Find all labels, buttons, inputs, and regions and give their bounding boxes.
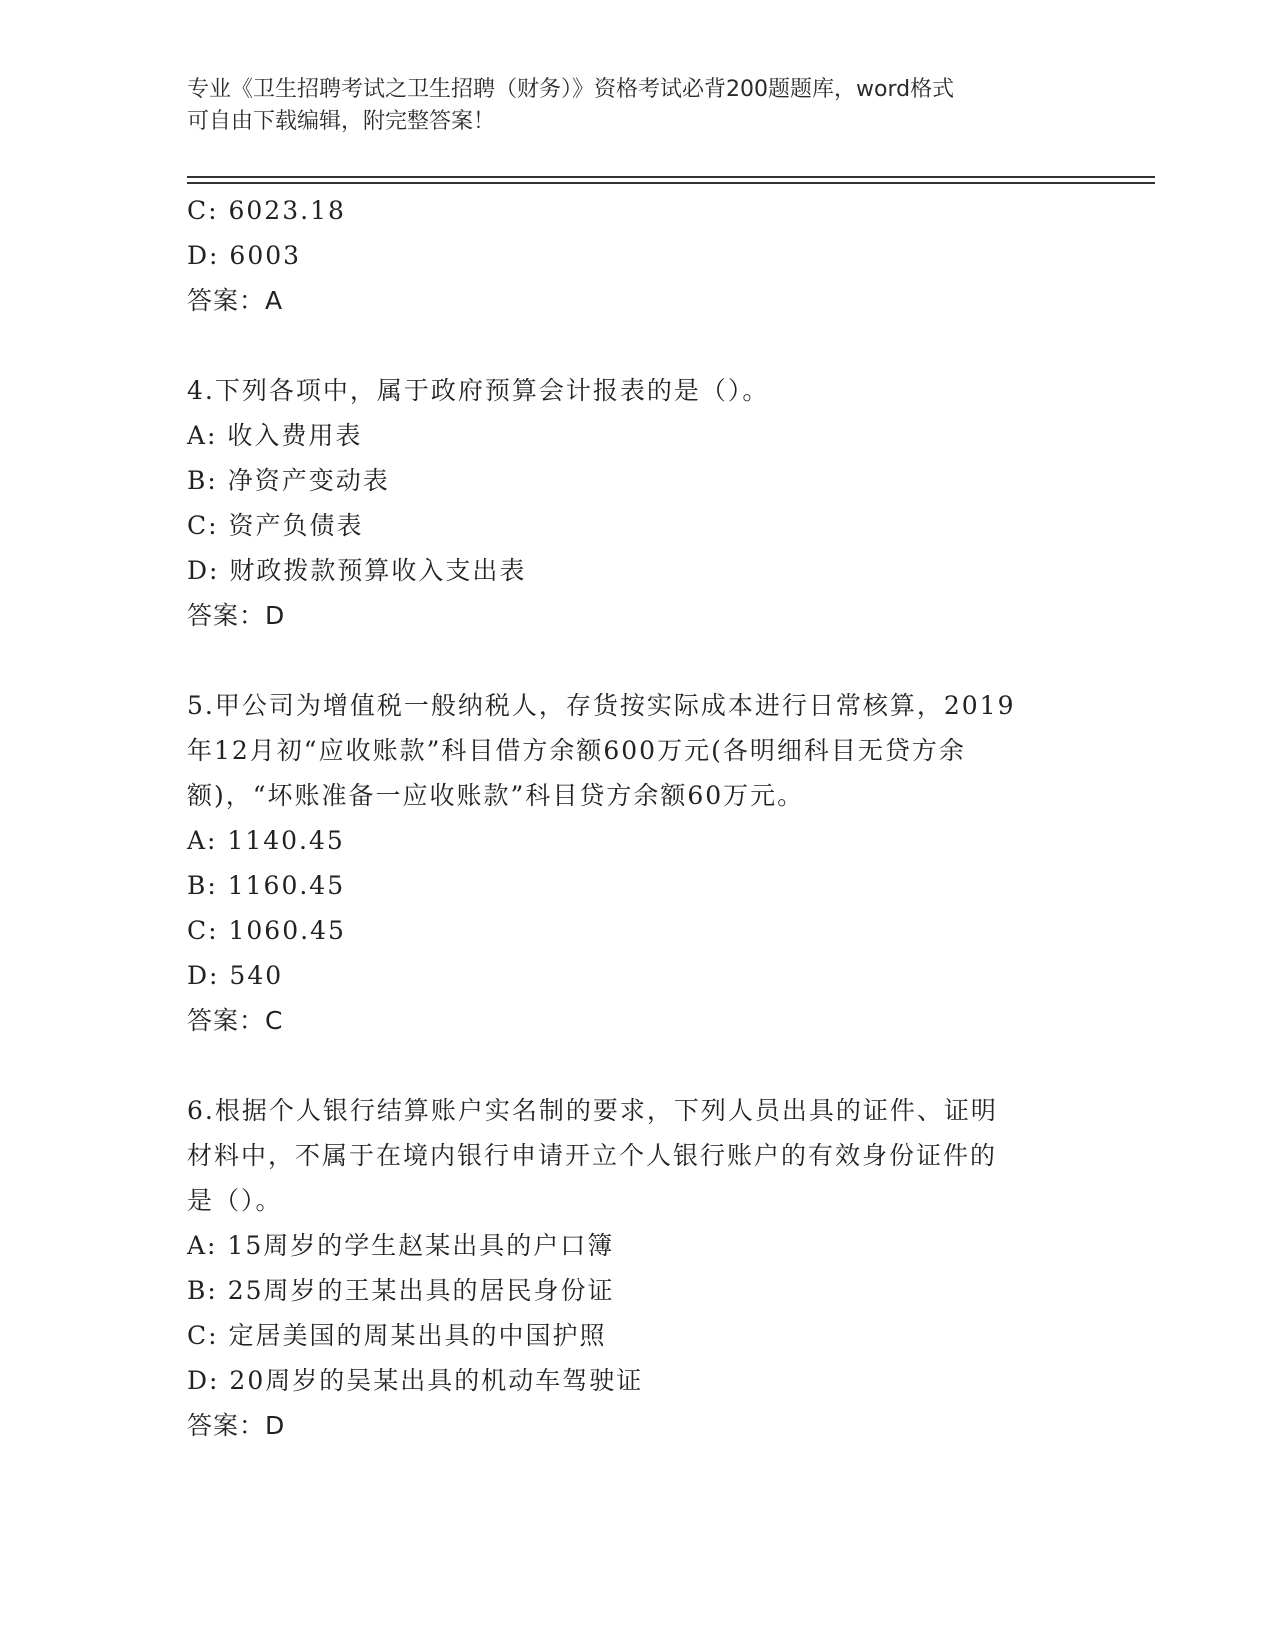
question-4 [187, 368, 1087, 638]
spacer [187, 1043, 1087, 1088]
option-d: D: 20周岁的吴某出具的机动车驾驶证 [187, 1366, 644, 1395]
option-b: B: 净资产变动表 [187, 466, 390, 495]
spacer [187, 638, 1087, 683]
question-stem-line-3: 是（）。 [187, 1186, 283, 1215]
document-header [187, 74, 1067, 138]
question-stem-line-1: 5.甲公司为增值税一般纳税人，存货按实际成本进行日常核算，2019 [187, 691, 1016, 720]
spacer [187, 323, 1087, 368]
option-c: C: 定居美国的周某出具的中国护照 [187, 1321, 607, 1350]
question-list [187, 188, 1087, 1448]
option-b: B: 25周岁的王某出具的居民身份证 [187, 1276, 615, 1305]
question-stem-line-2: 年12月初“应收账款”科目借方余额600万元(各明细科目无贷方余 [187, 736, 966, 765]
answer: 答案：A [187, 286, 284, 315]
option-d: D: 财政拨款预算收入支出表 [187, 556, 527, 585]
question-stem-line-2: 材料中，不属于在境内银行申请开立个人银行账户的有效身份证件的 [187, 1141, 998, 1170]
question-6 [187, 1088, 1087, 1448]
answer: 答案：D [187, 601, 286, 630]
question-stem-line-1: 6.根据个人银行结算账户实名制的要求，下列人员出具的证件、证明 [187, 1096, 998, 1125]
header-divider-bottom [187, 182, 1155, 184]
option-b: B: 1160.45 [187, 871, 346, 900]
option-a: A: 收入费用表 [187, 421, 363, 450]
question-stem-line-3: 额)，“坏账准备一应收账款”科目贷方余额60万元。 [187, 781, 805, 810]
question-3 [187, 188, 1087, 323]
header-title-line-2: 可自由下载编辑，附完整答案！ [187, 109, 496, 134]
header-title-line-1: 专业《卫生招聘考试之卫生招聘（财务）》资格考试必背200题题库，word格式 [187, 77, 955, 102]
option-a: A: 1140.45 [187, 826, 345, 855]
option-c: C: 资产负债表 [187, 511, 364, 540]
option-c: C: 1060.45 [187, 916, 346, 945]
question-stem: 4.下列各项中，属于政府预算会计报表的是（）。 [187, 376, 770, 405]
answer: 答案：C [187, 1006, 284, 1035]
option-d: D: 540 [187, 961, 284, 990]
header-divider-top [187, 176, 1155, 178]
option-d: D: 6003 [187, 241, 302, 270]
option-a: A: 15周岁的学生赵某出具的户口簿 [187, 1231, 615, 1260]
option-c: C: 6023.18 [187, 196, 346, 225]
answer: 答案：D [187, 1411, 286, 1440]
question-5 [187, 683, 1087, 1043]
